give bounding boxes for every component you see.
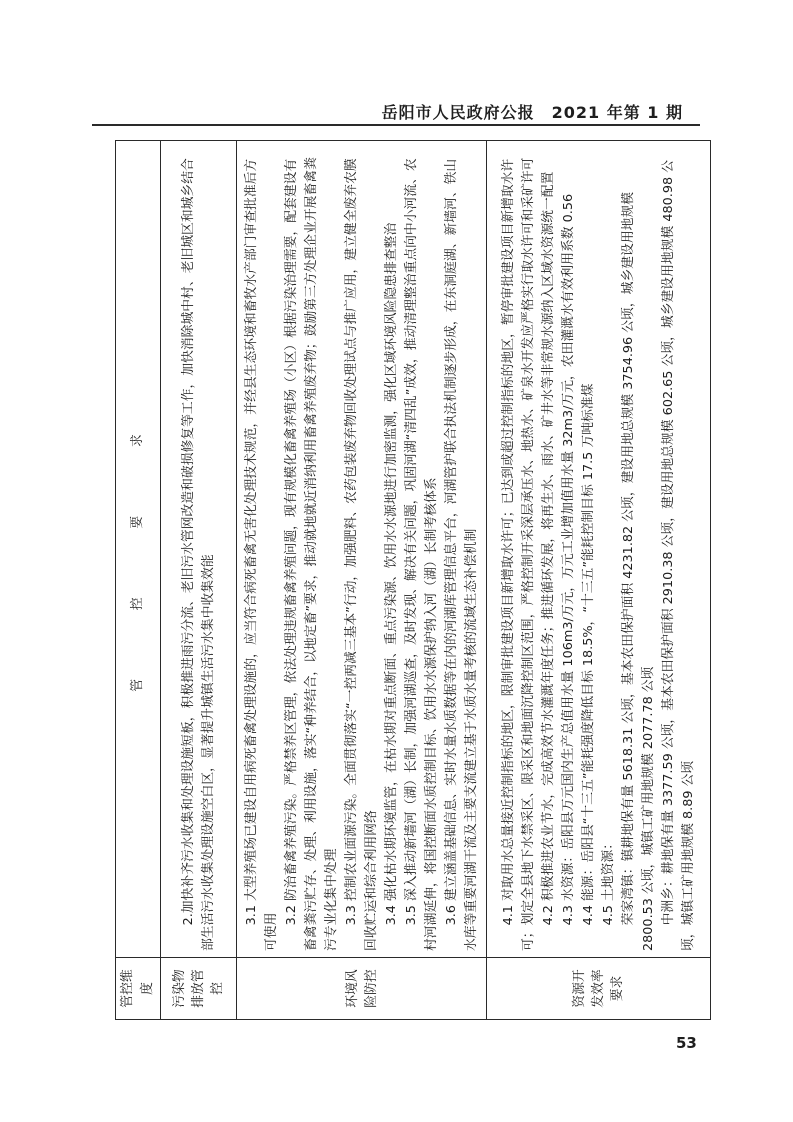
- requirements-cell: [237, 141, 487, 958]
- table-row: [161, 141, 237, 1020]
- requirement-paragraph: 4.2 积极推进农业节水，完成高效节水灌溉年度任务；推进循环发展，将再生水、雨水、矿井水等非常规水源纳入区域水资源统一配置: [540, 171, 556, 926]
- requirement-paragraph: 3.2 防治畜禽养殖污染。严格禁养区管理，依法处理违规畜禽养殖问题，现有规模化畜禽养殖场（小区）根据污染治理需要，配套建设有畜禽粪污贮存、处理、利用设施，落实“种养结合，以地定畜”要求，推动就地就近消纳利用畜禽养殖废弃物；鼓励第三方处理企业开展畜禽粪污专业化集中处理: [283, 157, 339, 951]
- requirement-paragraph: 3.1 大型养殖场已建设自用病死畜禽处理设施的，应当符合病死畜禽无害化处理技术规范，并经县生态环境和畜牧水产部门审查批准后方可使用: [243, 158, 279, 951]
- requirements-cell: [487, 141, 711, 958]
- col-header-dimension: 管控维度: [116, 958, 161, 1020]
- requirement-paragraph: 4.5 土地资源：: [600, 837, 616, 926]
- requirement-paragraph: 4.4 能源：岳阳县“十三五”能耗强度降低目标 18.5%，“十三五”能耗控制目标 17.5 万吨标准煤: [580, 383, 596, 926]
- requirement-paragraph: 3.5 深入推动新墙河（湖）长制，加强河湖巡查，及时发现、解决有关问题，巩固河湖“清四乱”成效，推动清理整治重点向中小河流、农村河湖延伸，将国控断面水质控制目标、饮用水水源保护纳入河（湖）长制考核体系: [403, 158, 439, 951]
- requirement-paragraph: 中洲乡：耕地保有量 3377.59 公顷，基本农田保护面积 2910.38 公顷，建设用地总规模 602.65 公顷，城乡建设用地规模 480.98 公顷，城镇工矿用地规模 8.89 公顷: [660, 160, 696, 951]
- publication-title: 岳阳市人民政府公报 2021 年第 1 期: [381, 103, 683, 122]
- dimension-cell: 环境风险防控: [237, 958, 487, 1020]
- rotated-table-wrapper: [115, 140, 696, 1020]
- page-header: [0, 98, 793, 128]
- dimension-cell: 资源开发效率要求: [487, 958, 711, 1020]
- requirement-paragraph: 4.3 水资源：岳阳县万元国内生产总值用水量 106m3/万元，万元工业增加值用水量 32m3/万元，农田灌溉水有效利用系数 0.56: [560, 193, 576, 926]
- requirement-paragraph: 3.4 强化枯水期环境监管，在枯水期对重点断面、重点污染源、饮用水水源地进行加密监测，强化区域环境风险隐患排查整治: [383, 222, 399, 926]
- requirement-paragraph: 3.6 建立涵盖基础信息、实时水量水质数据等在内的河湖库管理信息平台，河湖管护联合执法机制逐步形成，在东洞庭湖、新墙河、铁山水库等重要河湖干流及主要支流建立基于水质水量考核的流域生态补偿机制: [443, 158, 479, 951]
- requirement-paragraph: 荣家湾镇：镇耕地保有量 5618.31 公顷，基本农田保护面积 4231.82 公顷，建设用地总规模 3754.96 公顷，城乡建设用地规模 2800.53 公顷，城镇工矿用地规模 2077.78 公顷: [620, 191, 656, 951]
- requirements-cell: [161, 141, 237, 958]
- table-row: [237, 141, 487, 1020]
- page-number: 53: [676, 1034, 697, 1052]
- requirement-paragraph: 4.1 对取用水总量接近控制指标的地区，限制审批建设项目新增取水许可；已达到或超过控制指标的地区，暂停审批建设项目新增取水许可；划定全县地下水禁采区、限采区和地面沉降控制区范围，严格控制开采深层承压水、地热水、矿泉水开发应严格实行取水许可和采矿许可: [500, 157, 536, 951]
- col-header-requirements: 管 控 要 求: [116, 141, 161, 958]
- requirement-paragraph: 3.3 控制农业面源污染。全面贯彻落实“一控两减三基本”行动，加强肥料、农药包装废弃物回收处理试点与推广应用，建立健全废弃农膜回收贮运和综合利用网络: [343, 158, 379, 951]
- requirement-paragraph: 2.加快补齐污水收集和处理设施短板，积极推进雨污分流、老旧污水管网改造和破损修复等工作，加快消除城中村、老旧城区和城乡结合部生活污水收集处理设施空白区，显著提升城镇生活污水集中收集效能: [180, 158, 216, 951]
- dimension-cell: 污染物排放管控: [161, 958, 237, 1020]
- table-header-row: [116, 141, 161, 1020]
- table-row: [487, 141, 711, 1020]
- policy-table: [115, 140, 711, 1020]
- header-rule: [92, 124, 700, 126]
